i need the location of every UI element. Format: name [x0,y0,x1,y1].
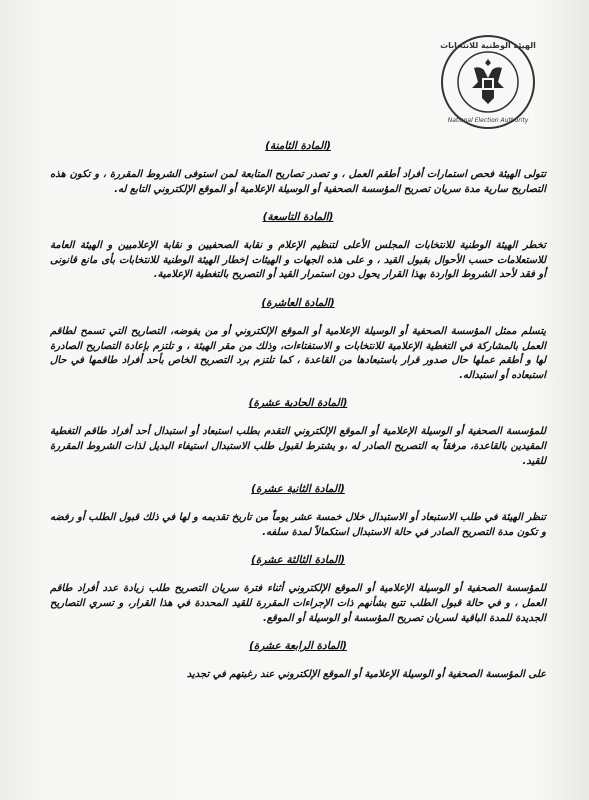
article-body: يتسلم ممثل المؤسسة الصحفية أو الوسيلة الإعلامية أو الموقع الإلكتروني أو من يفوضه، التصاريح التي تسمح لطاقم العمل بالمشاركة في التغطية الإعلامية للانتخابات و الاستفتاءات، وذلك من مقر الهيئة ، و تلتزم بإعادة التصاريح الصادرة لها و أطقم عملها حال صدور قرار باستبعادها من القاعدة ، كما تلتزم برد التصريح الخاص بأحد أفراد طاقمها في حال استبعاده أو استبداله. [50,325,546,381]
article-heading: (المادة الثانية عشرة) [251,483,345,496]
article-9 [50,211,546,283]
article-10 [50,297,546,383]
article-body: تخطر الهيئة الوطنية للانتخابات المجلس الأعلى لتنظيم الإعلام و نقابة الصحفيين و نقابة الإعلاميين و الهيئة العامة للاستعلامات حسب الأحوال بقبول القيد ، و على هذه الجهات و الهيئات إخطار الهيئة الوطنية للانتخابات بأى مانع قانونى أو فقد لأحد الشروط الواردة بهذا القرار يحول دون استمرار القيد أو التصريح بالتغطية الإعلامية. [50,240,546,281]
document-content [50,130,546,697]
article-heading: (المادة العاشرة) [261,296,335,309]
national-election-authority-seal [438,32,538,132]
article-14 [50,640,546,683]
article-8 [50,140,546,197]
svg-text:National Election Authority: National Election Authority [447,117,529,124]
article-heading: (المادة التاسعة) [262,211,334,224]
article-11 [50,397,546,469]
article-heading: (المادة الثالثة عشرة) [251,554,345,567]
article-body: تنظر الهيئة في طلب الاستبعاد أو الاستبدال خلال خمسة عشر يوماً من تاريخ تقديمه و لها في ذلك قبول الطلب أو رفضه و تكون مدة التصريح الصادر في حالة الاستبدال استكمالاً لمدة سلفه. [50,512,546,538]
article-12 [50,483,546,540]
article-13 [50,554,546,626]
article-body: على المؤسسة الصحفية أو الوسيلة الإعلامية أو الموقع الإلكتروني عند رغبتهم في تجديد [186,669,546,681]
article-body: للمؤسسة الصحفية أو الوسيلة الإعلامية أو الموقع الإلكتروني التقدم بطلب استبعاد أو استبدال أحد أفراد طاقم التغطية المقيدين بالقاعدة، مرفقاً به التصريح الصادر له ،و يشترط لقبول طلب الاستبدال استيفاء البديل لذات الشروط المقررة للقيد. [50,426,546,467]
article-body: للمؤسسة الصحفية أو الوسيلة الإعلامية أو الموقع الإلكتروني أثناء فترة سريان التصريح طلب زيادة عدد أفراد طاقم العمل ، و في حالة قبول الطلب تتبع بشأنهم ذات الإجراءات المقررة للقيد المحددة في هذا القرار، و تسري التصاريح الجديدة للمدة الباقية لسريان تصريح المؤسسة أو الوسيلة أو الموقع. [50,583,546,624]
svg-text:الهيئة الوطنية للانتخابات: الهيئة الوطنية للانتخابات [440,41,536,50]
article-heading: (المادة الرابعة عشرة) [249,640,347,653]
article-body: تتولى الهيئة فحص استمارات أفراد أطقم العمل ، و تصدر تصاريح المتابعة لمن استوفى الشروط المقررة ، و تكون هذه التصاريح سارية مدة سريان تصريح المؤسسة الصحفية أو الوسيلة الإعلامية أو الموقع الإلكتروني التابع له. [50,169,546,195]
article-heading: (المادة الحادية عشرة) [248,397,348,410]
article-heading: (المادة الثامنة) [265,140,331,152]
